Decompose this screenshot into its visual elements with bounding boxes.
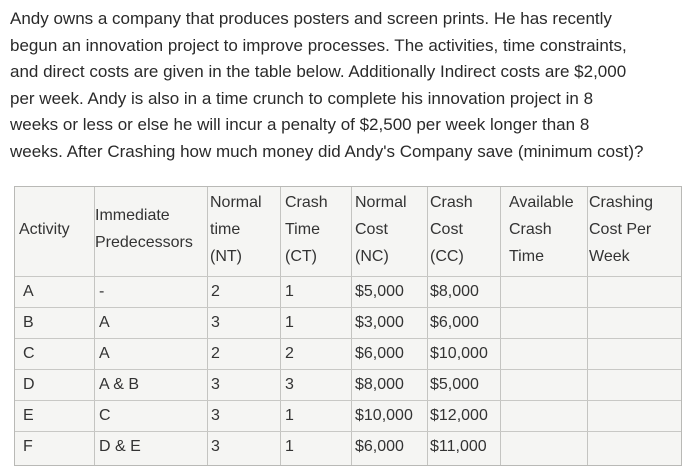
cell-crash-time: 3 <box>285 376 294 393</box>
cell-normal-time: 3 <box>211 376 220 393</box>
table-row <box>15 432 681 465</box>
cell-activity: F <box>23 438 33 455</box>
cell-normal-time: 3 <box>211 407 220 424</box>
question-line: begun an innovation project to improve processes. The activities, time constraints, <box>10 35 627 55</box>
table-header-row <box>15 187 681 277</box>
cell-normal-cost: $6,000 <box>355 345 404 362</box>
table-row <box>15 339 681 370</box>
cell-crash-cost: $8,000 <box>430 283 479 300</box>
cell-predecessors: A <box>99 345 110 362</box>
cell-crash-time: 1 <box>285 314 294 331</box>
question-line: Andy owns a company that produces posters and screen prints. He has recently <box>10 9 612 28</box>
cell-activity: E <box>23 407 34 424</box>
header-activity: Activity <box>19 221 70 238</box>
header-crash-time: Crash Time (CT) <box>285 194 328 265</box>
table-row <box>15 401 681 432</box>
cell-normal-cost: $10,000 <box>355 407 413 424</box>
cell-normal-cost: $8,000 <box>355 376 404 393</box>
header-immediate-predecessors: Immediate Predecessors <box>95 207 193 251</box>
cell-crash-cost: $6,000 <box>430 314 479 331</box>
cell-normal-time: 2 <box>211 345 220 362</box>
cell-normal-time: 3 <box>211 438 220 455</box>
cell-normal-cost: $6,000 <box>355 438 404 455</box>
table-row <box>15 277 681 308</box>
cell-activity: C <box>23 345 35 362</box>
question-line: and direct costs are given in the table below. Additionally Indirect costs are $2,000 <box>10 62 627 82</box>
cell-activity: D <box>23 376 35 393</box>
header-normal-time: Normal time (NT) <box>210 194 262 265</box>
cell-predecessors: A & B <box>99 376 140 393</box>
cell-crash-cost: $11,000 <box>430 438 487 455</box>
cell-normal-cost: $5,000 <box>355 283 404 300</box>
table-row <box>15 370 681 401</box>
cell-predecessors: C <box>99 407 111 424</box>
question-text <box>10 6 692 166</box>
cell-crash-cost: $10,000 <box>430 345 488 362</box>
table-row <box>15 308 681 339</box>
cell-normal-cost: $3,000 <box>355 314 404 331</box>
cell-crash-time: 1 <box>285 407 294 424</box>
cell-normal-time: 3 <box>211 314 220 331</box>
cell-activity: B <box>23 314 34 331</box>
cell-crash-time: 1 <box>285 283 294 300</box>
question-line: weeks. After Crashing how much money did Andy's Company save (minimum cost)? <box>10 141 644 161</box>
cell-crash-cost: $12,000 <box>430 407 488 424</box>
activity-table <box>14 186 682 466</box>
cell-activity: A <box>23 283 34 300</box>
cell-predecessors: D & E <box>99 438 141 455</box>
question-line: per week. Andy is also in a time crunch to complete his innovation project in 8 <box>10 88 594 108</box>
header-available-crash-time: Available Crash Time <box>509 194 574 265</box>
cell-normal-time: 2 <box>211 283 220 300</box>
header-crash-cost: Crash Cost (CC) <box>430 194 473 265</box>
cell-crash-cost: $5,000 <box>430 376 479 393</box>
question-line: weeks or less or else he will incur a penalty of $2,500 per week longer than 8 <box>10 115 590 135</box>
cell-predecessors: A <box>99 314 110 331</box>
cell-crash-time: 1 <box>285 438 294 455</box>
cell-crash-time: 2 <box>285 345 294 362</box>
header-normal-cost: Normal Cost (NC) <box>355 194 407 265</box>
header-crashing-cost-per-week: Crashing Cost Per Week <box>589 194 654 265</box>
cell-predecessors: - <box>99 283 105 300</box>
